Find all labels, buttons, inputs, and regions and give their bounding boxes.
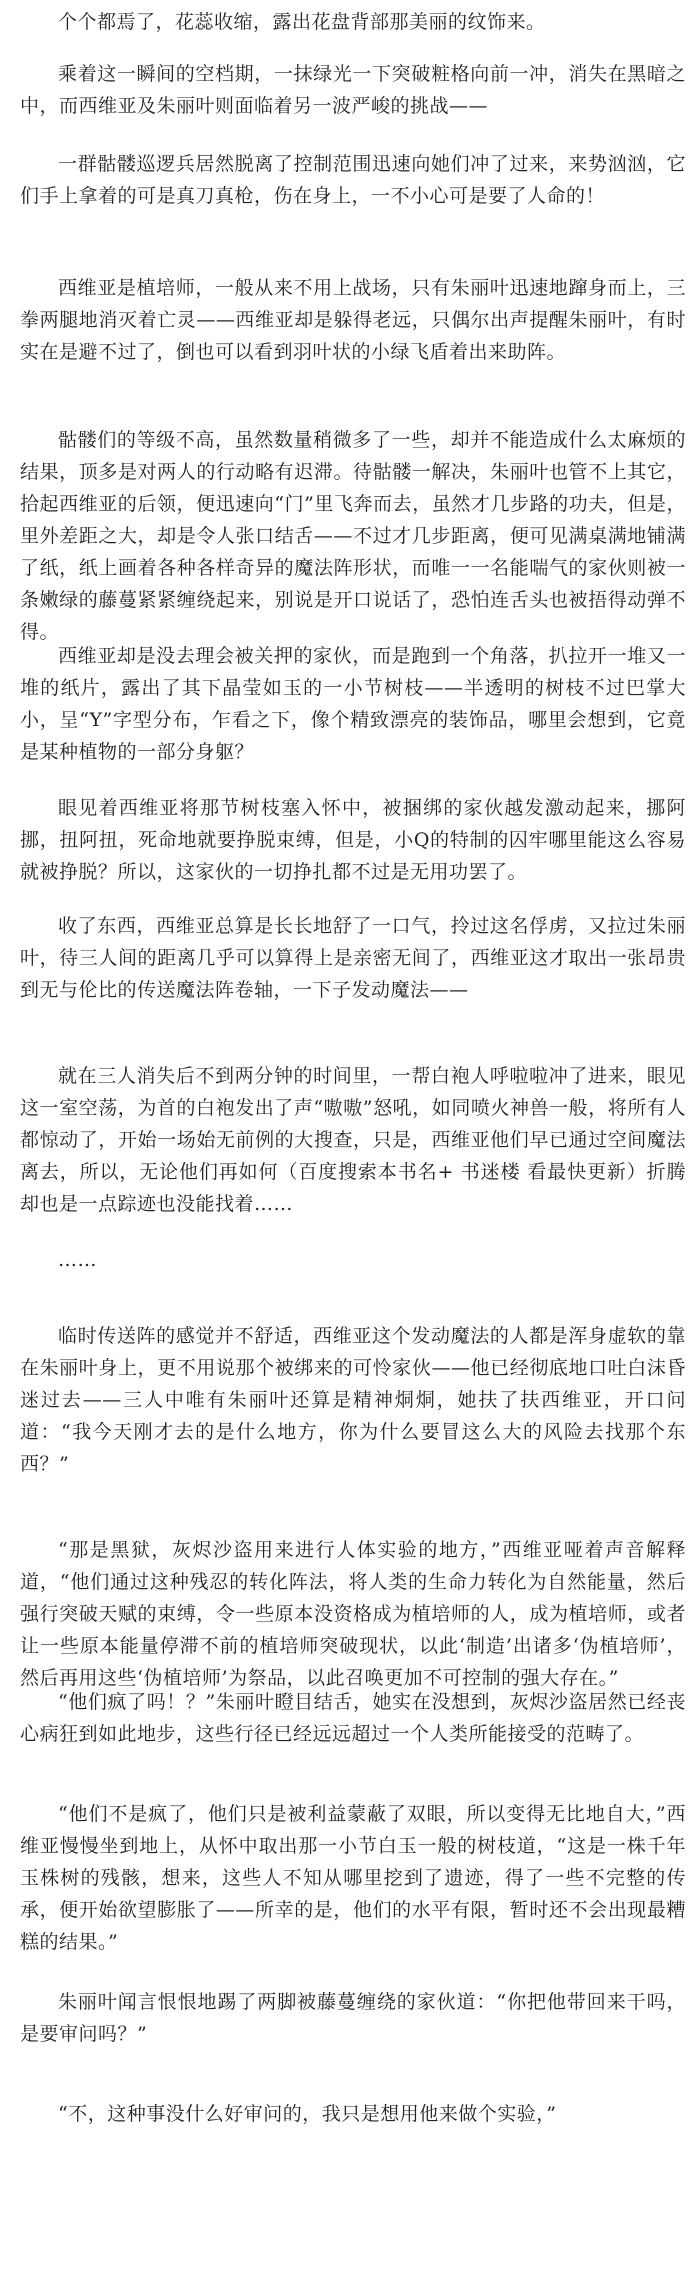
paragraph: “不，这种事没什么好审问的，我只是想用他来做个实验，” bbox=[58, 2103, 557, 2125]
paragraph: 个个都焉了，花蕊收缩，露出花盘背部那美丽的纹饰来。 bbox=[58, 11, 546, 33]
paragraph: 临时传送阵的感觉并不舒适，西维亚这个发动魔法的人都是浑身虚软的靠在朱丽叶身上，更不用说那个被绑来的可怜家伙——他已经彻底地口吐白沫昏迷过去——三人中唯有朱丽叶还算是精神烔烔，她扶了扶西维亚，开口问道：“我今天刚才去的是什么地方，你为什么要冒这么大的风险去找那个东西？” bbox=[20, 1325, 686, 1475]
paragraph: 乘着这一瞬间的空档期，一抹绿光一下突破粧格向前一冲，消失在黑暗之中，而西维亚及朱丽叶则面临着另一波严峻的挑战—— bbox=[20, 63, 686, 117]
paragraph: 西维亚却是没去理会被关押的家伙，而是跑到一个角落，扒拉开一堆又一堆的纸片，露出了其下晶莹如玉的一小节树枝——半透明的树枝不过巴掌大小，呈“Y”字型分布，乍看之下，像个精致漂亮的装饰品，哪里会想到，它竟是某种植物的一部分身躯？ bbox=[20, 645, 686, 763]
paragraph: 朱丽叶闻言恨恨地踢了两脚被藤蔓缠绕的家伙道：“你把他带回来干吗，是要审问吗？” bbox=[20, 1991, 686, 2045]
paragraph: 西维亚是植培师，一般从来不用上战场，只有朱丽叶迅速地蹿身而上，三拳两腿地消灭着亡灵——西维亚却是躲得老远，只偶尔出声提醒朱丽叶，有时实在是避不过了，倒也可以看到羽叶状的小绿飞盾着出来助阵。 bbox=[20, 277, 686, 363]
paragraph: 眼见着西维亚将那节树枝塞入怀中，被捆绑的家伙越发激动起来，挪阿挪，扭阿扭，死命地就要挣脱束缚，但是，小Q的特制的囚牢哪里能这么容易就被挣脱？所以，这家伙的一切挣扎都不过是无用功罢了。 bbox=[20, 797, 686, 883]
paragraph: 就在三人消失后不到两分钟的时间里，一帮白袍人呼啦啦冲了进来，眼见这一室空荡，为首的白袍发出了声“嗷嗷”怒吼，如同喷火神兽一般，将所有人都惊动了，开始一场始无前例的大搜查，只是，西维亚他们早已通过空间魔法离去，所以，无论他们再如何（百度搜索本书名+ 书迷楼 看最快更新）折腾却也是一点踪迹也没能找着…… bbox=[20, 1065, 686, 1215]
paragraph: “他们不是疯了，他们只是被利益蒙蔽了双眼，所以变得无比地自大，”西维亚慢慢坐到地上，从怀中取出那一小节白玉一般的树枝道，“这是一株千年玉株树的残骸，想来，这些人不知从哪里挖到了遗迹，得了一些不完整的传承，便开始欲望膨胀了——所幸的是，他们的水平有限，暂时还不会出现最糟糕的结果。” bbox=[20, 1803, 686, 1953]
paragraph: “那是黑狱，灰烬沙盗用来进行人体实验的地方，”西维亚哑着声音解释道，“他们通过这种残忍的转化阵法，将人类的生命力转化为自然能量，然后强行突破天赋的束缚，令一些原本没资格成为植培师的人，成为植培师，或者让一些原本能量停滞不前的植培师突破现状，以此‘制造’出诸多‘伪植培师’，然后再用这些‘伪植培师’为祭品，以此召唤更加不可控制的强大存在。” bbox=[20, 1539, 686, 1689]
paragraph: 收了东西，西维亚总算是长长地舒了一口气，拎过这名俘虏，又拉过朱丽叶，待三人间的距离几乎可以算得上是亲密无间了，西维亚这才取出一张昂贵到无与伦比的传送魔法阵卷轴，一下子发动魔法—— bbox=[20, 915, 686, 1001]
paragraph: “他们疯了吗！？”朱丽叶瞪目结舌，她实在没想到，灰烬沙盗居然已经丧心病狂到如此地步，这些行径已经远远超过一个人类所能接受的范畴了。 bbox=[20, 1691, 686, 1745]
paragraph: 一群骷髅巡逻兵居然脱离了控制范围迅速向她们冲了过来，来势汹汹，它们手上拿着的可是真刀真枪，伤在身上，一不小心可是要了人命的！ bbox=[20, 153, 686, 207]
paragraph: 骷髅们的等级不高，虽然数量稍微多了一些，却并不能造成什么太麻烦的结果，顶多是对两人的行动略有迟滞。待骷髅一解决，朱丽叶也管不上其它，拾起西维亚的后领，便迅速向“门”里飞奔而去，虽然才几步路的功夫，但是，里外差距之大，却是令人张口结舌——不过才几步距离，便可见满桌满地铺满了纸，纸上画着各种各样奇异的魔法阵形状，而唯一一名能喘气的家伙则被一条嫩绿的藤蔓紧紧缠绕起来，别说是开口说话了，恐怕连舌头也被捂得动弹不得。 bbox=[20, 429, 686, 643]
ellipsis-separator: …… bbox=[58, 1249, 97, 1271]
